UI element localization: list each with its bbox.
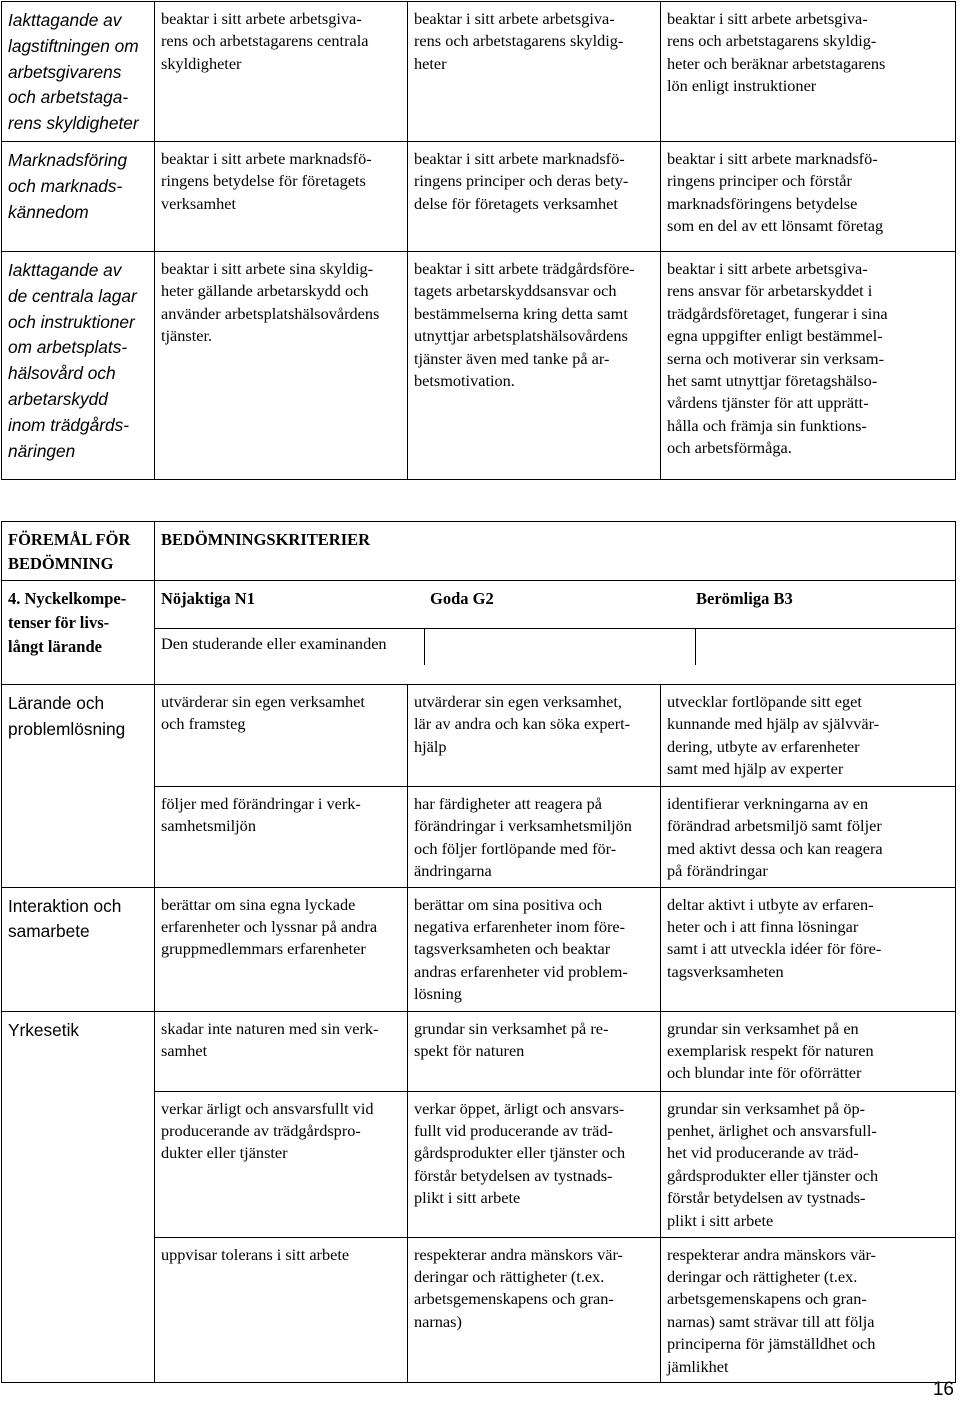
criterion-n1: följer med förändringar i verk- samhetsmiljön: [155, 787, 408, 888]
criterion-b3: deltar aktivt i utbyte av erfaren- heter och i att finna lösningar samt i att utveckla idéer för före- tagsverksamheten: [661, 887, 956, 1011]
header-assessment-criteria: BEDÖMNINGSKRITERIER: [155, 522, 956, 581]
header-assessment-target: FÖREMÅL FÖR BEDÖMNING: [2, 522, 155, 581]
level-g2: Goda G2: [430, 589, 494, 608]
assessment-target: Marknadsföring och marknads- kännedom: [2, 141, 155, 251]
table-row: [2, 685, 956, 787]
criterion-g2: respekterar andra mänskors vär- deringar och rättigheter (t.ex. arbetsgemenskapens och gran- narnas): [408, 1237, 661, 1382]
table-row: [2, 251, 956, 479]
table-row: [2, 2, 956, 142]
criterion-g2: berättar om sina positiva och negativa erfarenheter inom före- tagsverksamheten och beaktar andras erfarenheter vid problem- lösning: [408, 887, 661, 1011]
criterion-b3: beaktar i sitt arbete arbetsgiva- rens och arbetstagarens skyldig- heter och beräknar arbetstagarens lön enligt instruktioner: [661, 2, 956, 142]
assessment-target: Iakttagande av lagstiftningen om arbetsgivarens och arbetstaga- rens skyldigheter: [2, 2, 155, 142]
page-number: 16: [932, 1379, 954, 1400]
assessment-target: Interaktion och samarbete: [2, 887, 155, 1011]
empty-cell: [696, 628, 955, 665]
table-row: [2, 1237, 956, 1382]
criterion-g2: beaktar i sitt arbete trädgårdsföre- tagets arbetarskyddsansvar och bestämmelserna kring detta samt utnyttjar arbetsplatshälsovårdens tjänster även med tanke på ar- betsmotivation.: [408, 251, 661, 479]
criterion-n1: beaktar i sitt arbete marknadsfö- ringens betydelse för företagets verksamhet: [155, 141, 408, 251]
section-row: [2, 581, 956, 685]
criterion-b3: utvecklar fortlöpande sitt eget kunnande med hjälp av självvär- dering, utbyte av erfarenheter samt med hjälp av experter: [661, 685, 956, 787]
criterion-g2: har färdigheter att reagera på förändringar i verksamhetsmiljön och följer fortlöpande med för- ändringarna: [408, 787, 661, 888]
table-row: [2, 787, 956, 888]
table-row: [2, 1011, 956, 1091]
assessment-target: [2, 787, 155, 888]
assessment-target: Lärande och problemlösning: [2, 685, 155, 787]
criterion-g2: beaktar i sitt arbete arbetsgiva- rens och arbetstagarens skyldig- heter: [408, 2, 661, 142]
assessment-target: [2, 1091, 155, 1237]
criteria-table-top: [1, 1, 956, 480]
criterion-b3: respekterar andra mänskors vär- deringar och rättigheter (t.ex. arbetsgemenskapens och gran- narnas) samt strävar till att följa principerna för jämställdhet och jämlikhet: [661, 1237, 956, 1382]
criterion-b3: grundar sin verksamhet på en exemplarisk respekt för naturen och blundar inte för oförrätter: [661, 1011, 956, 1091]
subject-label: Den studerande eller examinanden: [155, 628, 425, 665]
criterion-g2: utvärderar sin egen verksamhet, lär av andra och kan söka expert- hjälp: [408, 685, 661, 787]
criterion-b3: beaktar i sitt arbete arbetsgiva- rens ansvar för arbetarskyddet i trädgårdsföretaget, fungerar i sina egna uppgifter enligt bestämmel- serna och motiverar sin verksam- het samt utnyttjar företagshälso- vårdens tjänster för att upprätt- hålla och främja sin funktions- och arbetsförmåga.: [661, 251, 956, 479]
criterion-g2: beaktar i sitt arbete marknadsfö- ringens principer och deras bety- delse för företagets verksamhet: [408, 141, 661, 251]
criterion-n1: verkar ärligt och ansvarsfullt vid producerande av trädgårdspro- dukter eller tjänster: [155, 1091, 408, 1237]
assessment-target: Yrkesetik: [2, 1011, 155, 1091]
criterion-b3: beaktar i sitt arbete marknadsfö- ringens principer och förstår marknadsföringens betydelse som en del av ett lönsamt företag: [661, 141, 956, 251]
criterion-n1: beaktar i sitt arbete sina skyldig- heter gällande arbetarskydd och använder arbetsplatshälsovårdens tjänster.: [155, 251, 408, 479]
criterion-n1: utvärderar sin egen verksamhet och framsteg: [155, 685, 408, 787]
table-header-row: [2, 522, 956, 581]
empty-cell: [425, 628, 696, 665]
criterion-g2: grundar sin verksamhet på re- spekt för naturen: [408, 1011, 661, 1091]
criterion-n1: uppvisar tolerans i sitt arbete: [155, 1237, 408, 1382]
table-row: [2, 1091, 956, 1237]
assessment-target: Iakttagande av de centrala lagar och instruktioner om arbetsplats- hälsovård och arbetarskydd inom trädgårds- näringen: [2, 251, 155, 479]
table-row: [2, 141, 956, 251]
criterion-n1: skadar inte naturen med sin verk- samhet: [155, 1011, 408, 1091]
criterion-n1: berättar om sina egna lyckade erfarenheter och lyssnar på andra gruppmedlemmars erfarenheter: [155, 887, 408, 1011]
section-title: 4. Nyckelkompe- tenser för livs- långt lärande: [2, 581, 155, 685]
levels-cell: [155, 581, 956, 685]
criterion-g2: verkar öppet, ärligt och ansvars- fullt vid producerande av träd- gårdsprodukter eller tjänster och förstår betydelsen av tystnads- plikt i sitt arbete: [408, 1091, 661, 1237]
criterion-b3: grundar sin verksamhet på öp- penhet, ärlighet och ansvarsfull- het vid producerande av träd- gårdsprodukter eller tjänster och förstår betydelsen av tystnads- plikt i sitt arbete: [661, 1091, 956, 1237]
criterion-n1: beaktar i sitt arbete arbetsgiva- rens och arbetstagarens centrala skyldigheter: [155, 2, 408, 142]
criterion-b3: identifierar verkningarna av en förändrad arbetsmiljö samt följer med aktivt dessa och kan reagera på förändringar: [661, 787, 956, 888]
assessment-target: [2, 1237, 155, 1382]
level-n1: Nöjaktiga N1: [161, 589, 255, 608]
criteria-table-bottom: [1, 521, 956, 1383]
level-b3: Berömliga B3: [696, 589, 793, 608]
table-row: [2, 887, 956, 1011]
